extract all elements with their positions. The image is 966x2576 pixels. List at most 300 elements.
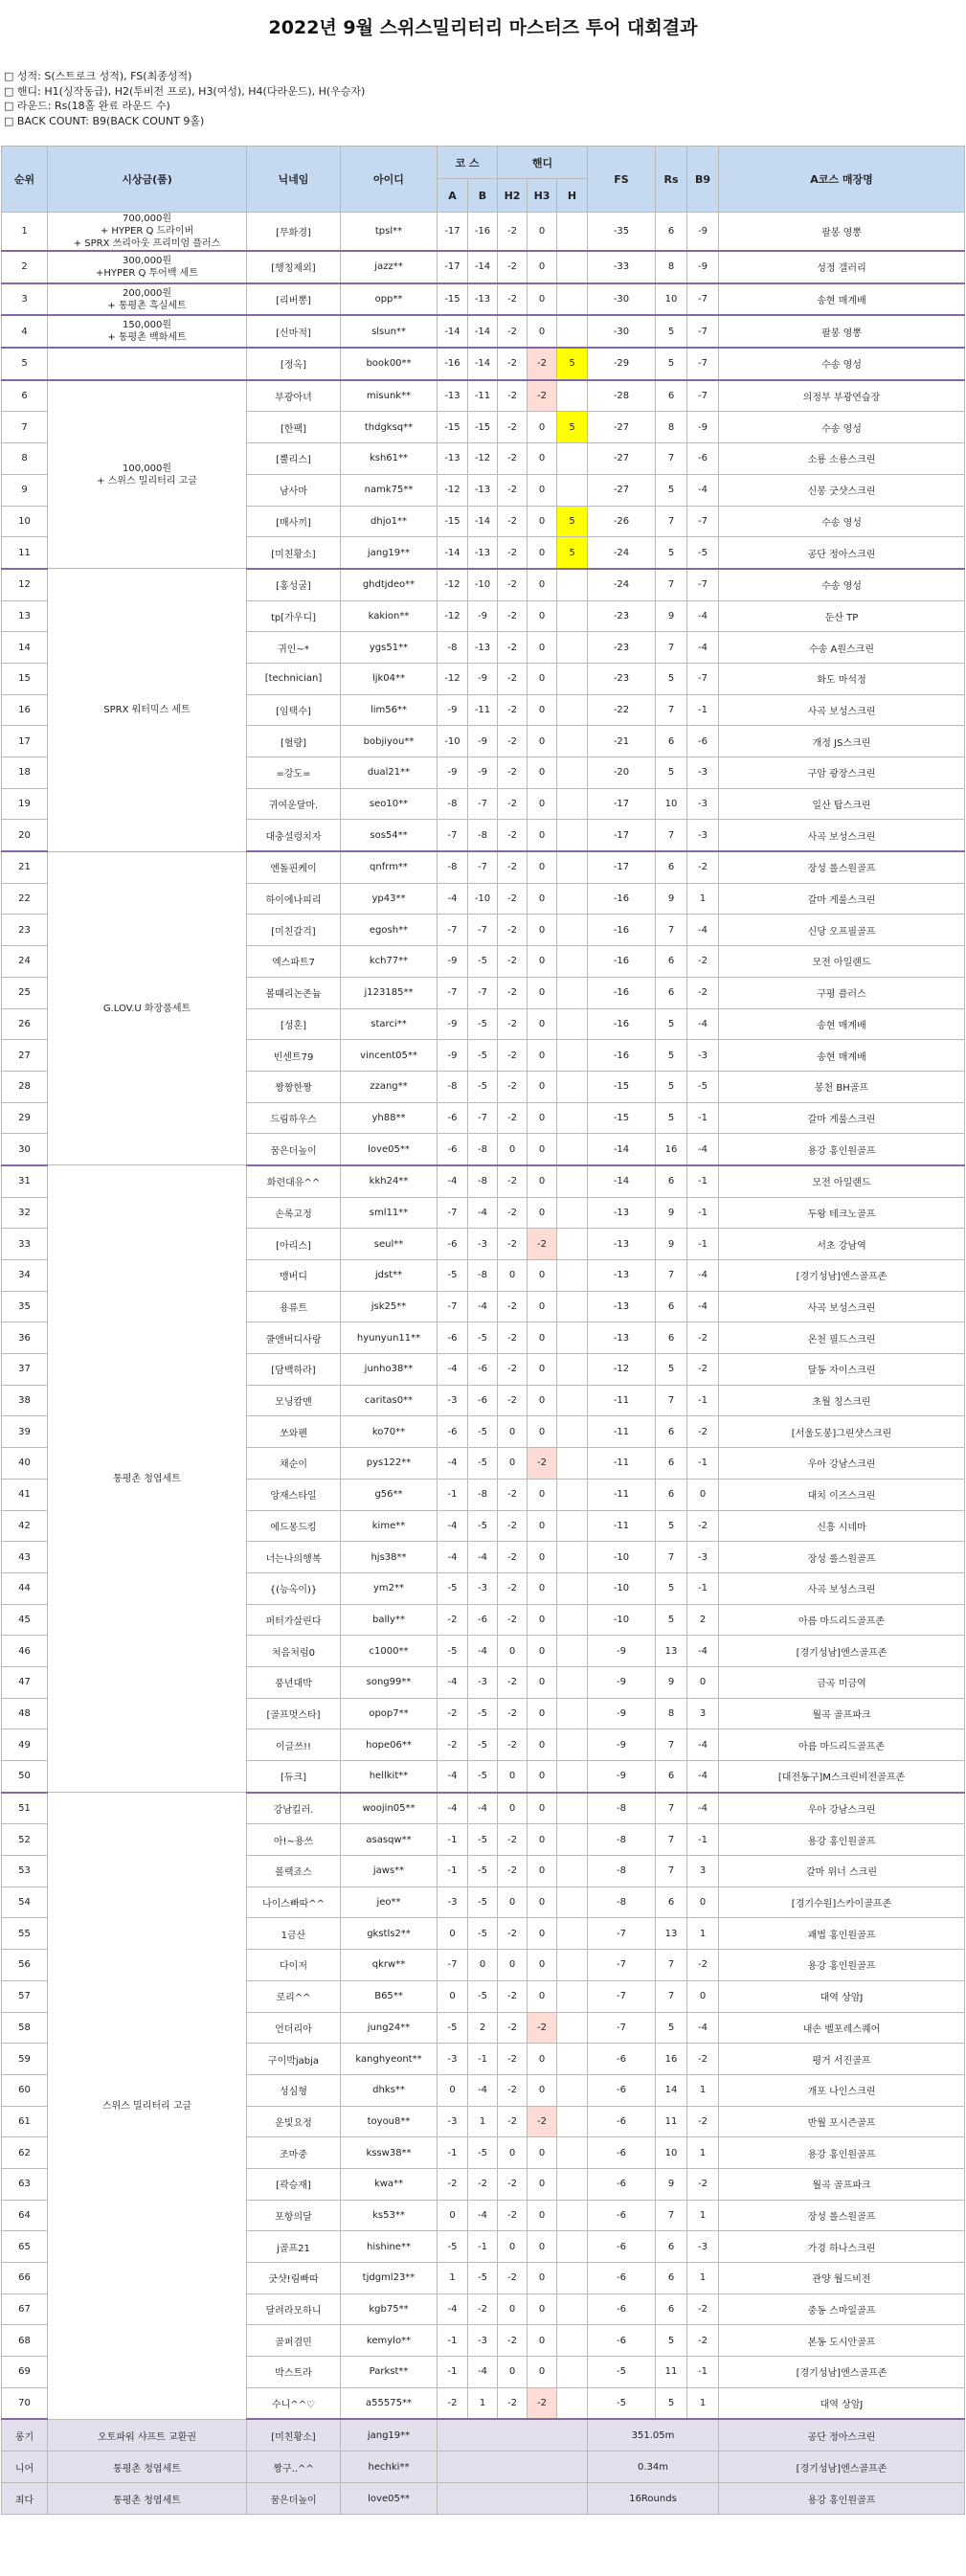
h-cell bbox=[557, 1761, 588, 1793]
b9-cell: -1 bbox=[687, 1448, 719, 1480]
id-cell: ghdtjdeo** bbox=[341, 569, 438, 600]
id-cell: vincent05** bbox=[341, 1040, 438, 1072]
legend-line-backcount: □ BACK COUNT: B9(BACK COUNT 9홀) bbox=[4, 114, 205, 127]
rs-cell: 5 bbox=[656, 1102, 687, 1134]
award-type-cell: 최다 bbox=[2, 2483, 48, 2515]
fs-cell: -11 bbox=[588, 1385, 656, 1416]
h-cell bbox=[557, 1636, 588, 1667]
id-cell: hyunyun11** bbox=[341, 1322, 438, 1354]
h2-cell: -2 bbox=[498, 348, 528, 380]
course-a-cell: -5 bbox=[438, 1636, 468, 1667]
header-h3: H3 bbox=[528, 179, 557, 213]
course-a-cell: 0 bbox=[438, 2200, 468, 2231]
course-a-cell: -4 bbox=[438, 1666, 468, 1698]
rs-cell: 7 bbox=[656, 1542, 687, 1573]
course-b-cell: -7 bbox=[468, 977, 498, 1008]
id-cell: B65** bbox=[341, 1980, 438, 2012]
prize-cell bbox=[48, 315, 247, 348]
rs-cell: 7 bbox=[656, 820, 687, 851]
fs-cell: -15 bbox=[588, 1071, 656, 1102]
course-b-cell: -5 bbox=[468, 946, 498, 978]
rs-cell: 6 bbox=[656, 2294, 687, 2325]
venue-cell: 용강 홍인원골프 bbox=[719, 2483, 965, 2515]
h3-cell: -2 bbox=[528, 348, 557, 380]
rank-cell: 20 bbox=[2, 820, 48, 851]
table-row bbox=[2, 315, 965, 348]
venue-cell: 의정부 부광연습장 bbox=[719, 380, 965, 412]
nickname-cell: j골프21 bbox=[247, 2231, 341, 2263]
b9-cell: 1 bbox=[687, 1918, 719, 1950]
rs-cell: 7 bbox=[656, 1729, 687, 1761]
course-b-cell: -4 bbox=[468, 2357, 498, 2388]
h-cell bbox=[557, 1698, 588, 1729]
id-cell: g56** bbox=[341, 1479, 438, 1510]
prize-cell bbox=[48, 851, 247, 1165]
fs-cell: -6 bbox=[588, 2044, 656, 2075]
course-a-cell: 1 bbox=[438, 2263, 468, 2294]
b9-cell: -7 bbox=[687, 283, 719, 316]
b9-cell: -1 bbox=[687, 2357, 719, 2388]
id-cell: ym2** bbox=[341, 1572, 438, 1604]
rank-cell: 27 bbox=[2, 1040, 48, 1072]
b9-cell: 1 bbox=[687, 883, 719, 915]
rank-cell: 30 bbox=[2, 1134, 48, 1165]
h3-cell: 0 bbox=[528, 1102, 557, 1134]
id-cell: ygs51** bbox=[341, 632, 438, 664]
nickname-cell: 볼랙죠스 bbox=[247, 1856, 341, 1887]
venue-cell: 송현 매계배 bbox=[719, 1008, 965, 1040]
venue-cell: 송현 매계배 bbox=[719, 283, 965, 316]
h2-cell: -2 bbox=[498, 726, 528, 757]
h3-cell: 0 bbox=[528, 412, 557, 443]
h-cell bbox=[557, 1008, 588, 1040]
course-b-cell: -5 bbox=[468, 1071, 498, 1102]
venue-cell: 개포 나인스크린 bbox=[719, 2074, 965, 2106]
b9-cell: -4 bbox=[687, 915, 719, 946]
fs-cell: -21 bbox=[588, 726, 656, 757]
rank-cell: 25 bbox=[2, 977, 48, 1008]
id-cell: kemylo** bbox=[341, 2325, 438, 2357]
rank-cell: 43 bbox=[2, 1542, 48, 1573]
h-cell bbox=[557, 977, 588, 1008]
b9-cell: 0 bbox=[687, 1666, 719, 1698]
h2-cell: -2 bbox=[498, 251, 528, 283]
b9-cell: -4 bbox=[687, 1729, 719, 1761]
course-b-cell: -5 bbox=[468, 1729, 498, 1761]
rank-cell: 1 bbox=[2, 213, 48, 252]
venue-cell: 갈마 위너 스크린 bbox=[719, 1856, 965, 1887]
b9-cell: -5 bbox=[687, 1071, 719, 1102]
venue-cell: 대역 상암J bbox=[719, 1980, 965, 2012]
legend bbox=[4, 69, 365, 128]
course-b-cell: -16 bbox=[468, 213, 498, 252]
header-b9: B9 bbox=[687, 147, 719, 213]
course-a-cell: -6 bbox=[438, 1229, 468, 1260]
course-a-cell: 0 bbox=[438, 2074, 468, 2106]
id-cell: song99** bbox=[341, 1666, 438, 1698]
rs-cell: 5 bbox=[656, 315, 687, 348]
venue-cell: 월곡 골프파크 bbox=[719, 1698, 965, 1729]
h3-cell: 0 bbox=[528, 2044, 557, 2075]
venue-cell: 팔봉 영뽕 bbox=[719, 315, 965, 348]
h2-cell: 0 bbox=[498, 1950, 528, 1981]
course-a-cell: -15 bbox=[438, 283, 468, 316]
course-a-cell: -3 bbox=[438, 2044, 468, 2075]
h3-cell: 0 bbox=[528, 1918, 557, 1950]
h2-cell: -2 bbox=[498, 632, 528, 664]
nickname-cell: 귀여운달마. bbox=[247, 788, 341, 820]
nickname-cell: 쿨앤버디사랑 bbox=[247, 1322, 341, 1354]
id-cell: book00** bbox=[341, 348, 438, 380]
nickname-cell: [한팩] bbox=[247, 412, 341, 443]
nickname-cell: 포항의달 bbox=[247, 2200, 341, 2231]
h3-cell: 0 bbox=[528, 1260, 557, 1292]
b9-cell: -4 bbox=[687, 1636, 719, 1667]
h-cell bbox=[557, 1134, 588, 1165]
header-id: 아이디 bbox=[341, 147, 438, 213]
h2-cell: -2 bbox=[498, 820, 528, 851]
venue-cell: 공단 정아스크린 bbox=[719, 2419, 965, 2452]
nickname-cell: 에드몽드킹 bbox=[247, 1510, 341, 1542]
table-row bbox=[2, 380, 965, 412]
nickname-cell: [미친황소] bbox=[247, 2419, 341, 2452]
h2-cell: -2 bbox=[498, 1918, 528, 1950]
fs-cell: -13 bbox=[588, 1322, 656, 1354]
course-a-cell: -12 bbox=[438, 569, 468, 600]
rank-cell: 24 bbox=[2, 946, 48, 978]
b9-cell: -3 bbox=[687, 820, 719, 851]
nickname-cell: 쏘와펜 bbox=[247, 1416, 341, 1448]
rs-cell: 9 bbox=[656, 883, 687, 915]
venue-cell: 괘법 홍인원골프 bbox=[719, 1918, 965, 1950]
rank-cell: 36 bbox=[2, 1322, 48, 1354]
award-type-cell: 롱기 bbox=[2, 2419, 48, 2452]
id-cell: starci** bbox=[341, 1008, 438, 1040]
venue-cell: 중동 스마일골프 bbox=[719, 2294, 965, 2325]
h-cell bbox=[557, 632, 588, 664]
b9-cell: -7 bbox=[687, 315, 719, 348]
course-b-cell: -5 bbox=[468, 1322, 498, 1354]
b9-cell: 1 bbox=[687, 2137, 719, 2169]
b9-cell: -4 bbox=[687, 1134, 719, 1165]
h-cell bbox=[557, 757, 588, 789]
course-a-cell: -9 bbox=[438, 694, 468, 726]
b9-cell: 0 bbox=[687, 1887, 719, 1918]
rank-cell: 14 bbox=[2, 632, 48, 664]
fs-cell: -9 bbox=[588, 1761, 656, 1793]
fs-cell: -8 bbox=[588, 1856, 656, 1887]
id-cell: jang19** bbox=[341, 2419, 438, 2452]
prize-line: 700,000원 bbox=[122, 214, 171, 224]
h-cell bbox=[557, 1416, 588, 1448]
b9-cell: -3 bbox=[687, 2231, 719, 2263]
h-cell: 5 bbox=[557, 348, 588, 380]
id-cell: junho38** bbox=[341, 1354, 438, 1386]
h2-cell: 0 bbox=[498, 2137, 528, 2169]
award-prize-cell: 통평촌 청엽세트 bbox=[48, 2483, 247, 2515]
rs-cell: 7 bbox=[656, 915, 687, 946]
h3-cell: 0 bbox=[528, 1071, 557, 1102]
venue-cell: [대전동구]M스크린비전골프존 bbox=[719, 1761, 965, 1793]
h-cell bbox=[557, 569, 588, 600]
h-cell bbox=[557, 915, 588, 946]
nickname-cell: 골퍼겸민 bbox=[247, 2325, 341, 2357]
rank-cell: 9 bbox=[2, 474, 48, 506]
rs-cell: 6 bbox=[656, 2231, 687, 2263]
venue-cell: 수송 영성 bbox=[719, 412, 965, 443]
h3-cell: 0 bbox=[528, 474, 557, 506]
h2-cell: -2 bbox=[498, 569, 528, 600]
rs-cell: 7 bbox=[656, 1950, 687, 1981]
course-a-cell: -8 bbox=[438, 632, 468, 664]
venue-cell: 봉천 BH골프 bbox=[719, 1071, 965, 1102]
course-b-cell: -5 bbox=[468, 1448, 498, 1480]
course-a-cell: -14 bbox=[438, 315, 468, 348]
rank-cell: 33 bbox=[2, 1229, 48, 1260]
venue-cell: 갈마 게룰스크린 bbox=[719, 1102, 965, 1134]
special-award-row bbox=[2, 2452, 965, 2483]
prize-cell bbox=[48, 569, 247, 851]
rank-cell: 4 bbox=[2, 315, 48, 348]
rs-cell: 5 bbox=[656, 1071, 687, 1102]
h2-cell: -2 bbox=[498, 851, 528, 883]
h-cell bbox=[557, 788, 588, 820]
legend-line-score: □ 성적: S(스트로크 성적), FS(최종성적) bbox=[4, 70, 192, 82]
rank-cell: 48 bbox=[2, 1698, 48, 1729]
venue-cell: 신봉 굿샷스크린 bbox=[719, 474, 965, 506]
h-cell bbox=[557, 2044, 588, 2075]
course-a-cell: -15 bbox=[438, 506, 468, 537]
rank-cell: 2 bbox=[2, 251, 48, 283]
venue-cell: 수송 A원스크린 bbox=[719, 632, 965, 664]
fs-cell: -9 bbox=[588, 1636, 656, 1667]
nickname-cell: [무화경] bbox=[247, 213, 341, 252]
course-b-cell: -15 bbox=[468, 412, 498, 443]
id-cell: opp** bbox=[341, 283, 438, 316]
nickname-cell: 나이스빠따^^ bbox=[247, 1887, 341, 1918]
fs-cell: -6 bbox=[588, 2168, 656, 2200]
id-cell: hellkit** bbox=[341, 1761, 438, 1793]
course-a-cell: -5 bbox=[438, 1572, 468, 1604]
fs-cell: -6 bbox=[588, 2231, 656, 2263]
fs-cell: -26 bbox=[588, 506, 656, 537]
nickname-cell: 엔돌핀케이 bbox=[247, 851, 341, 883]
b9-cell: -9 bbox=[687, 251, 719, 283]
h-cell bbox=[557, 2387, 588, 2419]
fs-cell: -5 bbox=[588, 2357, 656, 2388]
venue-cell: [경기성남]엔스골프존 bbox=[719, 2452, 965, 2483]
fs-cell: -5 bbox=[588, 2387, 656, 2419]
nickname-cell: [성혼] bbox=[247, 1008, 341, 1040]
venue-cell: 우아 강남스크린 bbox=[719, 1793, 965, 1824]
h-cell: 5 bbox=[557, 412, 588, 443]
h-cell bbox=[557, 1824, 588, 1856]
nickname-cell: 처음처럼0 bbox=[247, 1636, 341, 1667]
rs-cell: 16 bbox=[656, 2044, 687, 2075]
h3-cell: 0 bbox=[528, 1134, 557, 1165]
id-cell: Parkst** bbox=[341, 2357, 438, 2388]
course-a-cell: -1 bbox=[438, 1856, 468, 1887]
id-cell: hishine** bbox=[341, 2231, 438, 2263]
h2-cell: -2 bbox=[498, 474, 528, 506]
nickname-cell: 수니^^♡ bbox=[247, 2387, 341, 2419]
course-b-cell: -10 bbox=[468, 883, 498, 915]
fs-cell: -10 bbox=[588, 1604, 656, 1636]
nickname-cell: 꿈은더높이 bbox=[247, 2483, 341, 2515]
h2-cell: -2 bbox=[498, 883, 528, 915]
rank-cell: 15 bbox=[2, 663, 48, 694]
course-a-cell: -4 bbox=[438, 1793, 468, 1824]
course-a-cell: -5 bbox=[438, 2231, 468, 2263]
rank-cell: 7 bbox=[2, 412, 48, 443]
rank-cell: 68 bbox=[2, 2325, 48, 2357]
rs-cell: 5 bbox=[656, 2012, 687, 2044]
prize-line: SPRX 워터믹스 세트 bbox=[103, 704, 191, 715]
venue-cell: [경기수원]스카이골프존 bbox=[719, 1887, 965, 1918]
h2-cell: -2 bbox=[498, 506, 528, 537]
prize-line: + HYPER Q 드라이버 bbox=[100, 226, 194, 237]
h-cell bbox=[557, 851, 588, 883]
nickname-cell: 하이에나피리 bbox=[247, 883, 341, 915]
rs-cell: 5 bbox=[656, 1604, 687, 1636]
fs-cell: -9 bbox=[588, 1666, 656, 1698]
nickname-cell: 굿샷!림빠따 bbox=[247, 2263, 341, 2294]
b9-cell: -1 bbox=[687, 1229, 719, 1260]
h2-cell: -2 bbox=[498, 915, 528, 946]
rs-cell: 5 bbox=[656, 2325, 687, 2357]
h2-cell: -2 bbox=[498, 663, 528, 694]
h-cell bbox=[557, 1448, 588, 1480]
rs-cell: 9 bbox=[656, 2168, 687, 2200]
rank-cell: 66 bbox=[2, 2263, 48, 2294]
prize-cell bbox=[48, 1165, 247, 1793]
rank-cell: 35 bbox=[2, 1291, 48, 1322]
h2-cell: -2 bbox=[498, 1071, 528, 1102]
b9-cell: -4 bbox=[687, 1761, 719, 1793]
h2-cell: -2 bbox=[498, 537, 528, 569]
fs-cell: -16 bbox=[588, 977, 656, 1008]
nickname-cell: 너는나의행복 bbox=[247, 1542, 341, 1573]
prize-cell bbox=[48, 380, 247, 569]
fs-cell: -17 bbox=[588, 851, 656, 883]
h2-cell: -2 bbox=[498, 1102, 528, 1134]
course-a-cell: -2 bbox=[438, 1729, 468, 1761]
rs-cell: 7 bbox=[656, 694, 687, 726]
fs-cell: -23 bbox=[588, 632, 656, 664]
id-cell: zzang** bbox=[341, 1071, 438, 1102]
rank-cell: 6 bbox=[2, 380, 48, 412]
h3-cell: 0 bbox=[528, 1291, 557, 1322]
b9-cell: -7 bbox=[687, 569, 719, 600]
id-cell: c1000** bbox=[341, 1636, 438, 1667]
b9-cell: -5 bbox=[687, 537, 719, 569]
b9-cell: -6 bbox=[687, 726, 719, 757]
course-b-cell: -5 bbox=[468, 1510, 498, 1542]
h2-cell: -2 bbox=[498, 600, 528, 632]
rank-cell: 26 bbox=[2, 1008, 48, 1040]
b9-cell: -1 bbox=[687, 1165, 719, 1197]
h-cell bbox=[557, 1729, 588, 1761]
course-b-cell: -5 bbox=[468, 2263, 498, 2294]
rs-cell: 13 bbox=[656, 1636, 687, 1667]
b9-cell: 1 bbox=[687, 2387, 719, 2419]
nickname-cell: 퍼터가살린다 bbox=[247, 1604, 341, 1636]
venue-cell: 신당 오프필골프 bbox=[719, 915, 965, 946]
b9-cell: 1 bbox=[687, 2263, 719, 2294]
course-b-cell: -12 bbox=[468, 443, 498, 475]
rank-cell: 19 bbox=[2, 788, 48, 820]
rs-cell: 6 bbox=[656, 1448, 687, 1480]
b9-cell: -4 bbox=[687, 600, 719, 632]
h2-cell: -2 bbox=[498, 1510, 528, 1542]
header-course-b: B bbox=[468, 179, 498, 213]
h-cell bbox=[557, 1950, 588, 1981]
fs-cell: -6 bbox=[588, 2074, 656, 2106]
venue-cell: 온천 필드스크린 bbox=[719, 1322, 965, 1354]
venue-cell: [경기성남]엔스골프존 bbox=[719, 1260, 965, 1292]
nickname-cell: [미친갈걱] bbox=[247, 915, 341, 946]
course-b-cell: -2 bbox=[468, 2168, 498, 2200]
id-cell: ko70** bbox=[341, 1416, 438, 1448]
course-b-cell: -14 bbox=[468, 506, 498, 537]
nickname-cell: 남사마 bbox=[247, 474, 341, 506]
course-a-cell: -12 bbox=[438, 474, 468, 506]
id-cell: kch77** bbox=[341, 946, 438, 978]
rs-cell: 5 bbox=[656, 537, 687, 569]
venue-cell: 일산 탑스크린 bbox=[719, 788, 965, 820]
id-cell: lim56** bbox=[341, 694, 438, 726]
course-a-cell: -9 bbox=[438, 1040, 468, 1072]
fs-cell: -17 bbox=[588, 788, 656, 820]
h3-cell: 0 bbox=[528, 788, 557, 820]
rs-cell: 6 bbox=[656, 2263, 687, 2294]
nickname-cell: 달려라모하니 bbox=[247, 2294, 341, 2325]
h2-cell: 0 bbox=[498, 1448, 528, 1480]
venue-cell: 월곡 골프파크 bbox=[719, 2168, 965, 2200]
prize-cell bbox=[48, 1793, 247, 2420]
prize-line: G.LOV.U 화장품세트 bbox=[102, 1003, 191, 1014]
fs-cell: -14 bbox=[588, 1165, 656, 1197]
rank-cell: 37 bbox=[2, 1354, 48, 1386]
id-cell: hechki** bbox=[341, 2452, 438, 2483]
rs-cell: 8 bbox=[656, 412, 687, 443]
fs-cell: -8 bbox=[588, 1793, 656, 1824]
h2-cell: 0 bbox=[498, 1887, 528, 1918]
rs-cell: 7 bbox=[656, 1260, 687, 1292]
h-cell bbox=[557, 1197, 588, 1229]
id-cell: thdgksq** bbox=[341, 412, 438, 443]
nickname-cell: tp[가우디] bbox=[247, 600, 341, 632]
h3-cell: -2 bbox=[528, 2387, 557, 2419]
rs-cell: 9 bbox=[656, 1229, 687, 1260]
rs-cell: 7 bbox=[656, 632, 687, 664]
rank-cell: 50 bbox=[2, 1761, 48, 1793]
rs-cell: 5 bbox=[656, 1354, 687, 1386]
b9-cell: -2 bbox=[687, 1510, 719, 1542]
course-b-cell: -9 bbox=[468, 726, 498, 757]
h3-cell: 0 bbox=[528, 315, 557, 348]
rank-cell: 57 bbox=[2, 1980, 48, 2012]
b9-cell: 3 bbox=[687, 1856, 719, 1887]
h-cell bbox=[557, 283, 588, 316]
rank-cell: 32 bbox=[2, 1197, 48, 1229]
h3-cell: 0 bbox=[528, 569, 557, 600]
course-b-cell: -5 bbox=[468, 1856, 498, 1887]
venue-cell: 평거 서진골프 bbox=[719, 2044, 965, 2075]
prize-line: 통평촌 청엽세트 bbox=[113, 1473, 181, 1484]
fs-cell: -16 bbox=[588, 1040, 656, 1072]
fs-cell: -7 bbox=[588, 1918, 656, 1950]
